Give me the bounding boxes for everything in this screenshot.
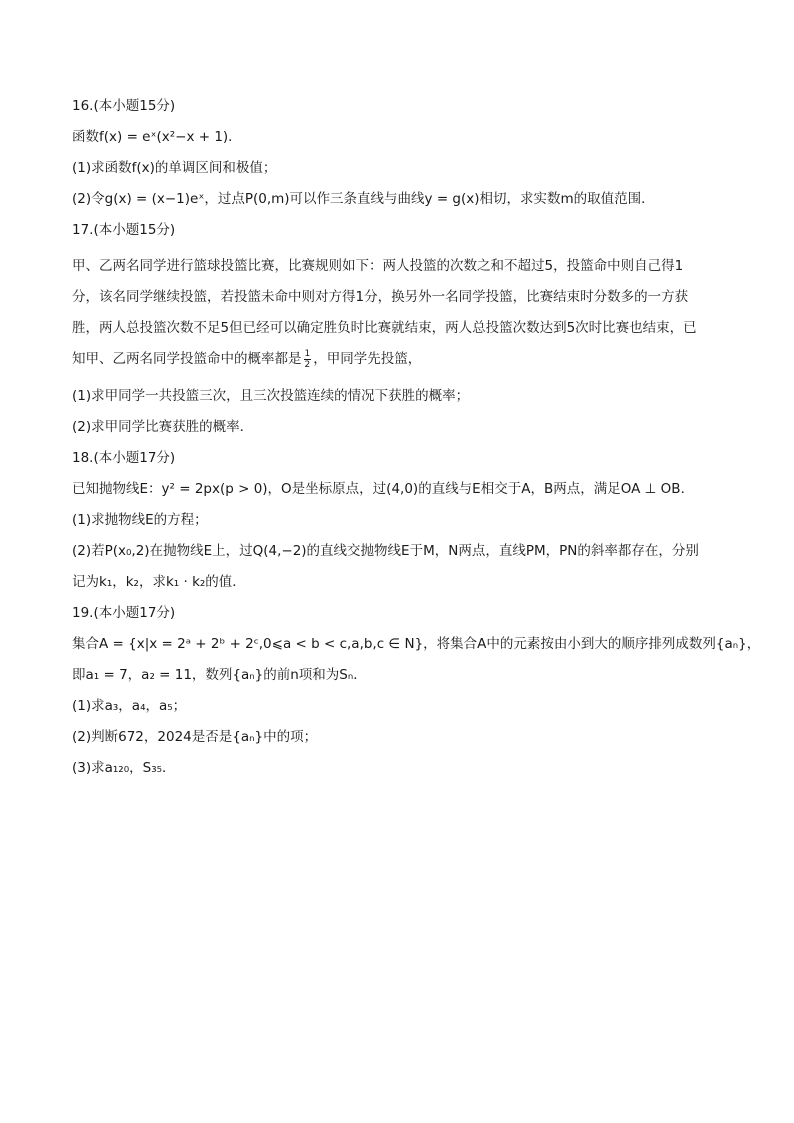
question-part-2: (2)令g(x) = (x−1)eˣ，过点P(0,m)可以作三条直线与曲线y = g(x)相切，求实数m的取值范围． <box>72 191 655 207</box>
question-part-2-continued: 记为k₁，k₂，求k₁ · k₂的值． <box>72 574 246 590</box>
question-part-2: (2)若P(x₀,2)在抛物线E上，过Q(4,−2)的直线交抛物线E于M，N两点，直线PM，PN的斜率都存在，分别 <box>72 543 699 559</box>
problem-statement: 已知抛物线E：y² = 2px(p > 0)，O是坐标原点，过(4,0)的直线与E相交于A，B两点，满足OA ⊥ OB． <box>72 481 695 497</box>
question-part-2: (2)判断672，2024是否是{aₙ}中的项； <box>72 729 318 745</box>
problem-statement <box>72 251 722 375</box>
problem-17 <box>72 220 722 437</box>
problem-16 <box>72 96 722 209</box>
problem-header: 18.(本小题17分) <box>72 450 176 466</box>
question-part-2: (2)求甲同学比赛获胜的概率． <box>72 419 254 435</box>
statement-line: 甲、乙两名同学进行篮球投篮比赛，比赛规则如下：两人投篮的次数之和不超过5，投篮命中则自己得1 <box>72 258 684 274</box>
statement-text: 知甲、乙两名同学投篮命中的概率都是 <box>72 351 302 367</box>
problem-statement: 函数f(x) = eˣ(x²−x + 1)． <box>72 129 242 145</box>
statement-text: ，甲同学先投篮， <box>313 351 422 367</box>
problem-set <box>72 96 761 789</box>
fraction-numerator: 1 <box>304 348 311 359</box>
problem-18 <box>72 448 722 592</box>
problem-header: 17.(本小题15分) <box>72 222 176 238</box>
question-part-1: (1)求函数f(x)的单调区间和极值； <box>72 160 277 176</box>
question-part-3: (3)求a₁₂₀，S₃₅． <box>72 760 176 776</box>
question-part-1: (1)求抛物线E的方程； <box>72 512 208 528</box>
question-part-1: (1)求甲同学一共投篮三次，且三次投篮连续的情况下获胜的概率； <box>72 388 470 404</box>
problem-19 <box>72 603 761 778</box>
fraction-denominator: 2 <box>304 359 311 370</box>
problem-statement-continued: 即a₁ = 7，a₂ = 11，数列{aₙ}的前n项和为Sₙ． <box>72 667 367 683</box>
statement-line: 分，该名同学继续投篮，若投篮未命中则对方得1分，换另外一名同学投篮，比赛结束时分数多的一方获 <box>72 289 689 305</box>
problem-header: 16.(本小题15分) <box>72 98 176 114</box>
statement-line: 胜，两人总投篮次数不足5但已经可以确定胜负时比赛就结束，两人总投篮次数达到5次时比赛也结束，已 <box>72 320 697 336</box>
problem-statement: 集合A = {x|x = 2ᵃ + 2ᵇ + 2ᶜ,0⩽a < b < c,a,b,c ∈ N}，将集合A中的元素按由小到大的顺序排列成数列{aₙ}， <box>72 636 761 652</box>
problem-header: 19.(本小题17分) <box>72 605 176 621</box>
fraction-one-half <box>304 349 312 370</box>
question-part-1: (1)求a₃，a₄，a₅； <box>72 698 187 714</box>
statement-line-with-fraction <box>72 344 722 375</box>
